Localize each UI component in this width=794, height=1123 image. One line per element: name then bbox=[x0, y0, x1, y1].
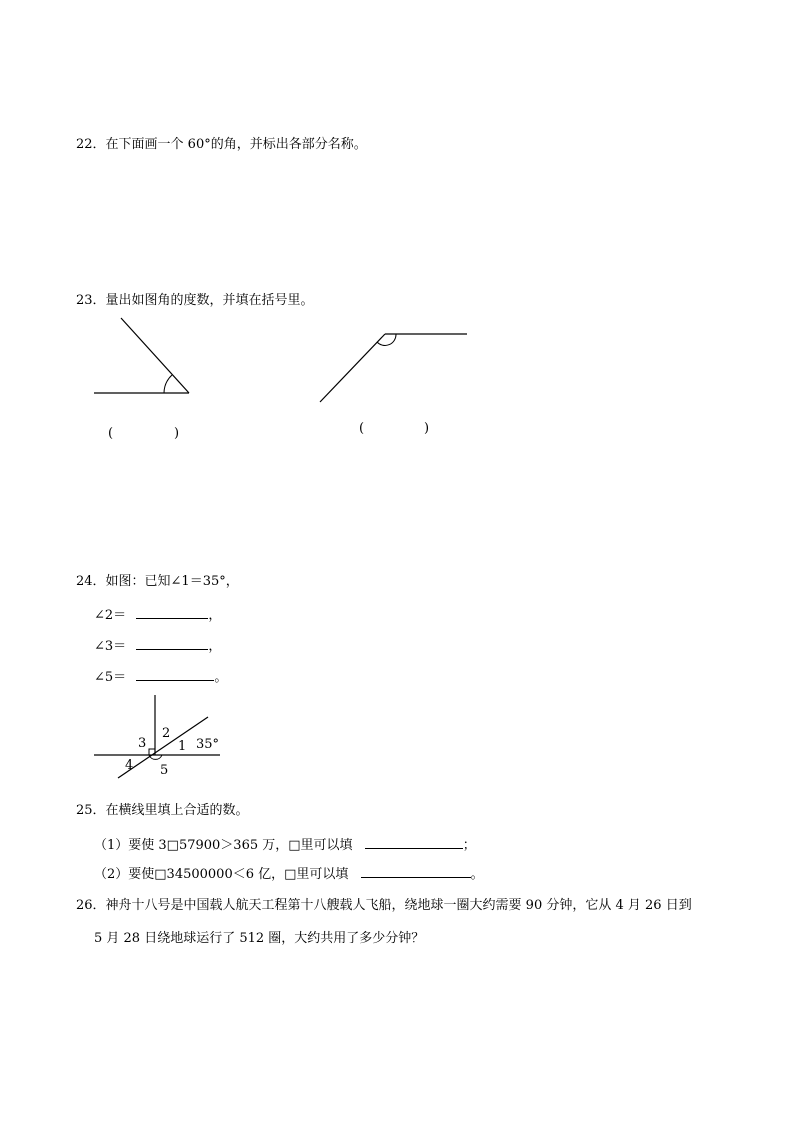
q25-part-2-text: （2）要使□34500000＜6 亿，□里可以填 bbox=[94, 867, 349, 882]
angle-label-4: 4 bbox=[125, 758, 134, 773]
q25-part-1-end: ； bbox=[462, 838, 476, 853]
q24-angle-3-blank[interactable] bbox=[136, 635, 208, 650]
q25-part-1-text: （1）要使 3□57900＞365 万，□里可以填 bbox=[94, 838, 353, 853]
q24-angle-5-blank[interactable] bbox=[136, 666, 214, 681]
q24-angle-2-label: ∠2＝ bbox=[94, 608, 127, 623]
q25-part-2 bbox=[94, 863, 484, 885]
q24-angle-3-end: ， bbox=[208, 639, 222, 654]
q24-angle-5-label: ∠5＝ bbox=[94, 670, 127, 685]
question-23: 23．量出如图角的度数，并填在括号里。 bbox=[76, 293, 314, 308]
angle-degree-label: 35° bbox=[196, 737, 220, 752]
question-26-line-1: 26．神舟十八号是中国载人航天工程第十八艘载人飞船，绕地球一圈大约需要 90 分钟，它从 4 月 26 日到 bbox=[76, 898, 692, 913]
angle-label-5: 5 bbox=[160, 763, 169, 778]
q25-part-2-blank[interactable] bbox=[361, 863, 471, 878]
angle-label-2: 2 bbox=[162, 726, 171, 741]
intersecting-lines-figure bbox=[94, 695, 220, 778]
angle-figure-2 bbox=[320, 334, 467, 402]
angle-label-3: 3 bbox=[138, 736, 147, 751]
q24-angle-5-row bbox=[94, 666, 227, 688]
answer-paren-1-open: ( bbox=[108, 426, 114, 441]
answer-paren-1-close: ) bbox=[174, 426, 180, 441]
q25-part-2-end: 。 bbox=[470, 867, 484, 882]
q25-part-1-blank[interactable] bbox=[365, 834, 463, 849]
q24-angle-2-blank[interactable] bbox=[136, 604, 208, 619]
q24-angle-2-end: ， bbox=[208, 608, 222, 623]
question-24: 24．如图：已知∠1＝35°， bbox=[76, 574, 239, 589]
question-22: 22．在下面画一个 60°的角，并标出各部分名称。 bbox=[76, 137, 367, 152]
question-26-line-2: 5 月 28 日绕地球运行了 512 圈，大约共用了多少分钟？ bbox=[94, 931, 425, 946]
angle-label-1: 1 bbox=[178, 739, 187, 754]
answer-paren-2-close: ) bbox=[424, 421, 430, 436]
q25-part-1 bbox=[94, 834, 476, 856]
q24-angle-3-label: ∠3＝ bbox=[94, 639, 127, 654]
question-25: 25．在横线里填上合适的数。 bbox=[76, 803, 249, 818]
angle-figure-1 bbox=[94, 318, 189, 393]
q24-angle-3-row bbox=[94, 635, 221, 657]
q24-angle-5-end: 。 bbox=[214, 670, 228, 685]
answer-paren-2-open: ( bbox=[359, 421, 365, 436]
q24-angle-2-row bbox=[94, 604, 221, 626]
